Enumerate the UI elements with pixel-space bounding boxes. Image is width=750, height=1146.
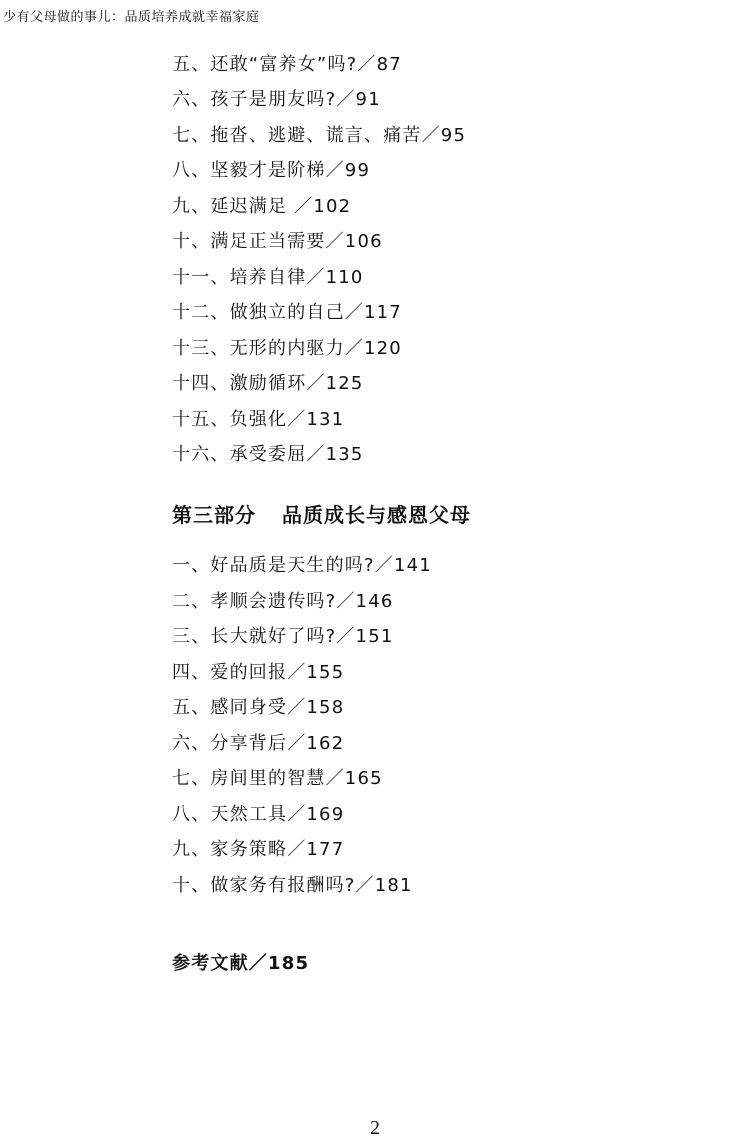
section-heading xyxy=(172,499,471,528)
toc-entry[interactable]: 九、延迟满足 ／102 xyxy=(172,196,352,217)
toc-entry[interactable]: 一、好品质是天生的吗?／141 xyxy=(172,555,432,576)
toc-entry[interactable]: 七、房间里的智慧／165 xyxy=(172,768,383,789)
toc-entry[interactable]: 五、还敢“富养女”吗?／87 xyxy=(172,54,402,75)
toc-entry[interactable]: 十、满足正当需要／106 xyxy=(172,231,383,252)
toc-entry[interactable]: 十一、培养自律／110 xyxy=(172,267,364,288)
running-header: 少有父母做的事儿：品质培养成就幸福家庭 xyxy=(3,10,260,25)
toc-entry[interactable]: 十二、做独立的自己／117 xyxy=(172,302,402,323)
toc-entry[interactable]: 七、拖沓、逃避、谎言、痛苦／95 xyxy=(172,125,467,146)
toc-entry[interactable]: 六、孩子是朋友吗?／91 xyxy=(172,89,381,110)
toc-entry[interactable]: 八、坚毅才是阶梯／99 xyxy=(172,160,371,181)
toc-entry[interactable]: 十五、负强化／131 xyxy=(172,409,345,430)
toc-entry[interactable]: 十四、激励循环／125 xyxy=(172,373,364,394)
section-title: 品质成长与感恩父母 xyxy=(282,503,471,527)
toc-entry[interactable]: 四、爱的回报／155 xyxy=(172,662,345,683)
references-entry[interactable]: 参考文献／185 xyxy=(172,953,310,974)
toc-entry[interactable]: 五、感同身受／158 xyxy=(172,697,345,718)
page-number: 2 xyxy=(370,1117,380,1139)
toc-entry[interactable]: 十三、无形的内驱力／120 xyxy=(172,338,402,359)
toc-entry[interactable]: 十、做家务有报酬吗?／181 xyxy=(172,875,413,896)
toc-entry[interactable]: 十六、承受委屈／135 xyxy=(172,444,364,465)
toc-entry[interactable]: 九、家务策略／177 xyxy=(172,839,345,860)
toc-entry[interactable]: 二、孝顺会遗传吗?／146 xyxy=(172,591,394,612)
toc-entry[interactable]: 六、分享背后／162 xyxy=(172,733,345,754)
section-label: 第三部分 xyxy=(172,503,256,527)
toc-entry[interactable]: 八、天然工具／169 xyxy=(172,804,345,825)
toc-entry[interactable]: 三、长大就好了吗?／151 xyxy=(172,626,394,647)
